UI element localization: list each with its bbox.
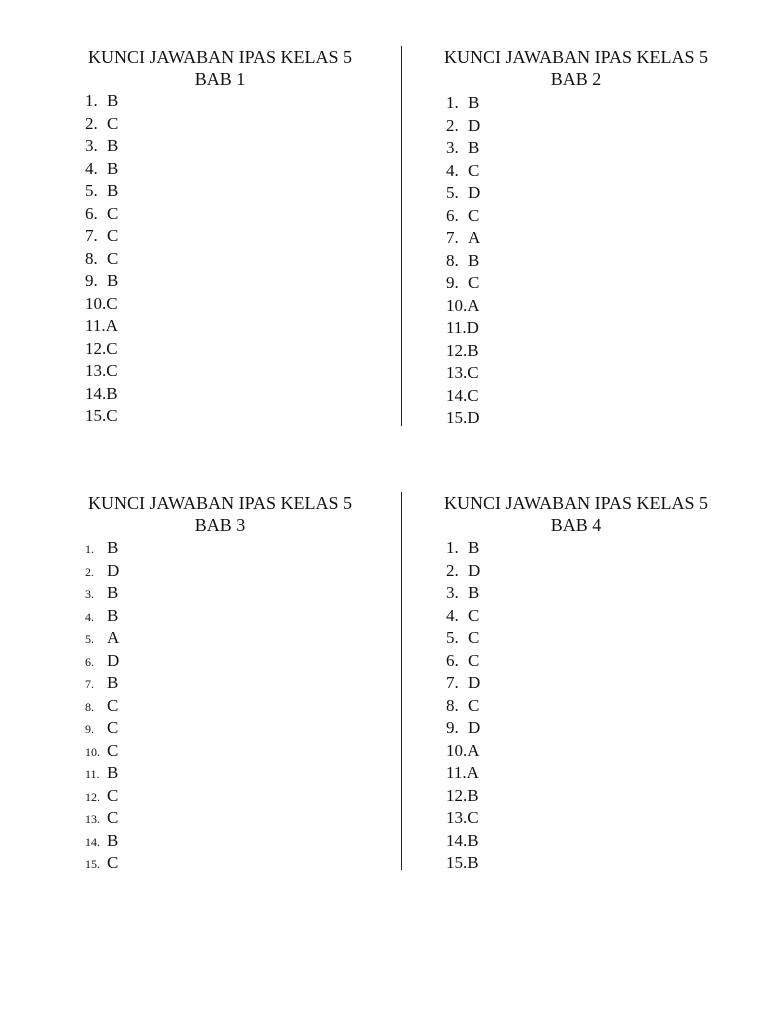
answer-item [446, 695, 726, 718]
answer-item [85, 113, 370, 136]
answer-item [85, 135, 370, 158]
answer-letter: A [467, 295, 480, 315]
answer-item [446, 385, 726, 408]
question-number: 10. [446, 295, 468, 315]
answer-letter: C [468, 650, 480, 670]
answer-letter: A [467, 740, 480, 760]
answer-letter: C [107, 226, 119, 245]
question-number: 11. [446, 763, 467, 782]
question-number: 8. [446, 250, 459, 270]
answer-item [85, 203, 370, 226]
answer-item [446, 227, 726, 250]
answer-item [446, 92, 726, 115]
answer-letter: C [467, 363, 479, 382]
question-number: 4. [446, 160, 459, 180]
question-number: 6. [446, 650, 459, 670]
answer-item [446, 650, 726, 673]
answer-letter: C [467, 808, 479, 827]
answer-item [446, 340, 726, 363]
answer-letter: D [107, 650, 120, 670]
answer-letter: A [107, 628, 120, 647]
answer-item [446, 627, 726, 650]
answer-item [446, 605, 726, 628]
question-number: 10. [85, 293, 107, 313]
answer-letter: C [468, 605, 480, 625]
answer-letter: D [468, 560, 481, 580]
question-number: 2. [85, 113, 98, 133]
answer-list [85, 90, 370, 428]
answer-letter: C [107, 740, 119, 760]
answer-item [446, 807, 726, 830]
answer-letter: C [467, 385, 479, 405]
question-number: 9. [85, 271, 98, 290]
answer-item [85, 605, 370, 628]
answer-item [446, 830, 726, 853]
column-divider-bottom [401, 492, 402, 870]
question-number: 1. [85, 91, 98, 110]
section-title [70, 46, 370, 90]
question-number: 15. [446, 408, 468, 427]
answer-key-bab-4 [426, 492, 726, 875]
question-number: 4. [85, 609, 94, 624]
answer-item [85, 695, 370, 718]
answer-item [85, 90, 370, 113]
answer-key-bab-1 [70, 46, 370, 428]
question-number: 10. [85, 744, 100, 759]
answer-letter: D [467, 408, 480, 427]
question-number: 11. [446, 318, 467, 337]
section-title [426, 46, 726, 90]
answer-item [85, 405, 370, 428]
question-number: 6. [85, 654, 94, 669]
answer-letter: C [468, 695, 480, 715]
answer-item [446, 740, 726, 763]
section-heading: KUNCI JAWABAN IPAS KELAS 5 [88, 493, 352, 513]
question-number: 7. [446, 228, 459, 247]
answer-item [85, 717, 370, 740]
answer-item [446, 560, 726, 583]
answer-item [85, 315, 370, 338]
answer-letter: D [466, 318, 479, 337]
question-number: 5. [446, 183, 459, 202]
answer-letter: C [468, 628, 480, 647]
answer-item [446, 182, 726, 205]
answer-letter: C [106, 361, 118, 380]
answer-item [446, 317, 726, 340]
answer-letter: B [107, 181, 119, 200]
answer-item [85, 627, 370, 650]
section-heading: KUNCI JAWABAN IPAS KELAS 5 [444, 47, 708, 67]
answer-list [446, 92, 726, 430]
answer-letter: A [468, 228, 481, 247]
answer-letter: C [107, 785, 119, 805]
section-heading: KUNCI JAWABAN IPAS KELAS 5 [444, 493, 708, 513]
answer-letter: B [468, 538, 480, 557]
answer-item [446, 407, 726, 430]
question-number: 15. [85, 406, 107, 425]
question-number: 6. [85, 203, 98, 223]
question-number: 13. [446, 363, 468, 382]
answer-item [446, 205, 726, 228]
question-number: 1. [85, 542, 94, 556]
answer-item [446, 362, 726, 385]
answer-letter: B [468, 583, 480, 602]
answer-list [446, 537, 726, 875]
answer-letter: B [107, 91, 119, 110]
answer-letter: B [468, 138, 480, 157]
question-number: 13. [85, 812, 100, 826]
answer-key-bab-3 [70, 492, 370, 875]
answer-letter: C [107, 853, 119, 872]
answer-letter: C [107, 248, 119, 268]
answer-item [85, 270, 370, 293]
answer-item [85, 582, 370, 605]
question-number: 2. [85, 564, 94, 579]
question-number: 3. [85, 587, 94, 601]
answer-letter: C [468, 273, 480, 292]
question-number: 7. [85, 226, 98, 245]
answer-letter: B [107, 271, 119, 290]
section-heading: KUNCI JAWABAN IPAS KELAS 5 [88, 47, 352, 67]
section-bab: BAB 2 [550, 69, 602, 89]
question-number: 10. [446, 740, 468, 760]
answer-item [85, 740, 370, 763]
answer-item [446, 137, 726, 160]
section-bab: BAB 4 [550, 515, 602, 535]
question-number: 3. [446, 138, 459, 157]
answer-letter: A [466, 763, 479, 782]
question-number: 11. [85, 316, 106, 335]
question-number: 12. [85, 338, 107, 358]
answer-letter: B [107, 605, 119, 625]
question-number: 11. [85, 767, 100, 781]
answer-item [446, 785, 726, 808]
question-number: 7. [446, 673, 459, 692]
section-title [70, 492, 370, 536]
question-number: 8. [85, 248, 98, 268]
answer-item [446, 582, 726, 605]
answer-letter: B [107, 538, 119, 557]
question-number: 6. [446, 205, 459, 225]
answer-item [446, 115, 726, 138]
question-number: 5. [446, 628, 459, 647]
answer-item [85, 225, 370, 248]
answer-item [446, 160, 726, 183]
question-number: 2. [446, 560, 459, 580]
answer-letter: D [468, 183, 481, 202]
question-number: 15. [85, 857, 100, 871]
answer-item [85, 338, 370, 361]
answer-item [85, 560, 370, 583]
answer-letter: D [107, 560, 120, 580]
answer-letter: D [468, 115, 481, 135]
answer-item [85, 360, 370, 383]
question-number: 3. [446, 583, 459, 602]
question-number: 5. [85, 632, 94, 646]
answer-letter: C [106, 293, 118, 313]
answer-letter: B [107, 158, 119, 178]
answer-item [85, 762, 370, 785]
answer-item [446, 295, 726, 318]
answer-item [446, 762, 726, 785]
question-number: 9. [85, 722, 94, 736]
question-number: 9. [446, 273, 459, 292]
answer-letter: C [107, 113, 119, 133]
question-number: 12. [85, 789, 100, 804]
answer-letter: C [106, 338, 118, 358]
question-number: 14. [446, 385, 468, 405]
answer-letter: D [468, 718, 481, 737]
question-number: 12. [446, 785, 468, 805]
answer-letter: B [106, 383, 118, 403]
answer-letter: B [107, 136, 119, 155]
question-number: 1. [446, 538, 459, 557]
question-number: 14. [85, 834, 100, 849]
question-number: 14. [446, 830, 468, 850]
question-number: 12. [446, 340, 468, 360]
answer-item [85, 650, 370, 673]
question-number: 9. [446, 718, 459, 737]
answer-letter: B [468, 250, 480, 270]
section-bab: BAB 1 [194, 69, 246, 89]
answer-letter: C [106, 406, 118, 425]
answer-item [85, 672, 370, 695]
answer-item [85, 807, 370, 830]
answer-letter: A [105, 316, 118, 335]
answer-letter: C [107, 808, 119, 827]
question-number: 13. [85, 361, 107, 380]
answer-letter: B [467, 830, 479, 850]
section-title [426, 492, 726, 536]
answer-letter: B [107, 583, 119, 602]
answer-item [446, 272, 726, 295]
answer-letter: C [107, 718, 119, 737]
answer-item [85, 830, 370, 853]
question-number: 3. [85, 136, 98, 155]
answer-item [85, 248, 370, 271]
answer-item [85, 158, 370, 181]
answer-letter: B [467, 785, 479, 805]
answer-item [85, 785, 370, 808]
answer-item [85, 383, 370, 406]
question-number: 8. [446, 695, 459, 715]
answer-letter: B [107, 673, 119, 692]
answer-item [85, 180, 370, 203]
answer-letter: B [107, 830, 119, 850]
answer-list [85, 537, 370, 875]
question-number: 8. [85, 699, 94, 714]
question-number: 5. [85, 181, 98, 200]
answer-item [446, 250, 726, 273]
answer-key-bab-2 [426, 46, 726, 430]
answer-item [85, 852, 370, 875]
column-divider-top [401, 46, 402, 426]
question-number: 1. [446, 93, 459, 112]
answer-letter: C [468, 205, 480, 225]
answer-letter: C [468, 160, 480, 180]
question-number: 13. [446, 808, 468, 827]
answer-letter: B [468, 93, 480, 112]
answer-letter: C [107, 203, 119, 223]
answer-item [446, 537, 726, 560]
question-number: 15. [446, 853, 468, 872]
answer-letter: B [467, 340, 479, 360]
question-number: 4. [446, 605, 459, 625]
question-number: 4. [85, 158, 98, 178]
answer-letter: B [107, 763, 119, 782]
question-number: 14. [85, 383, 107, 403]
question-number: 7. [85, 677, 94, 691]
answer-letter: B [467, 853, 479, 872]
answer-letter: C [107, 695, 119, 715]
answer-item [446, 717, 726, 740]
answer-letter: D [468, 673, 481, 692]
section-bab: BAB 3 [194, 515, 246, 535]
question-number: 2. [446, 115, 459, 135]
answer-item [85, 293, 370, 316]
answer-item [85, 537, 370, 560]
answer-item [446, 852, 726, 875]
answer-item [446, 672, 726, 695]
